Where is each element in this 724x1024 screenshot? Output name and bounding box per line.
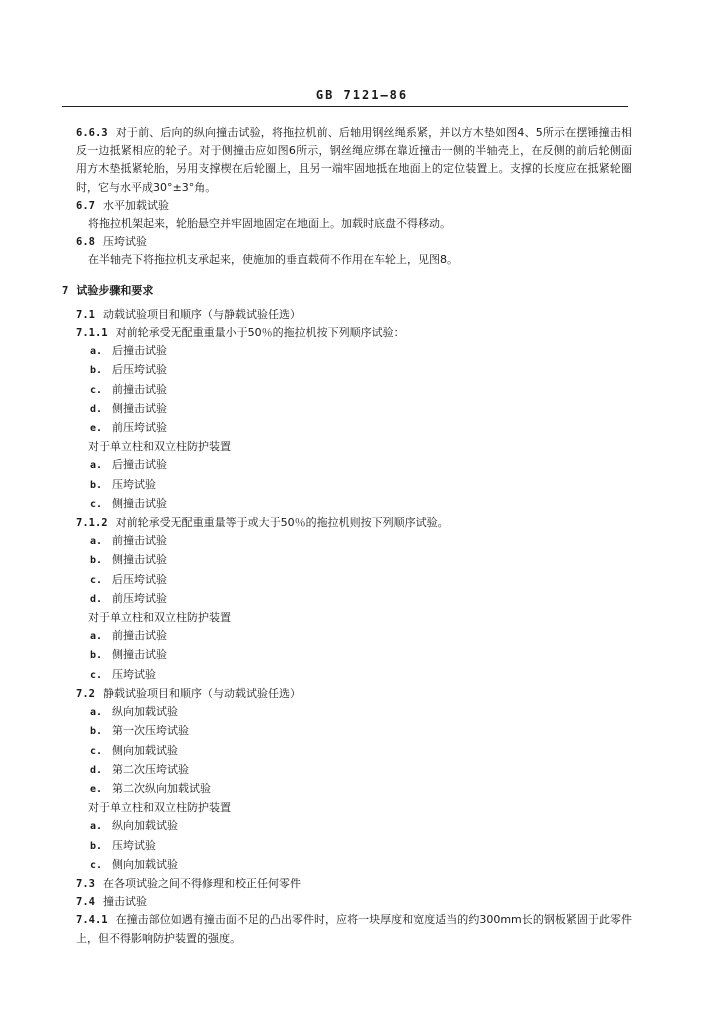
list-label: b. (90, 650, 103, 662)
list-item (62, 361, 632, 380)
list-text: 侧撞击试验 (112, 553, 167, 567)
list-label: e. (90, 783, 103, 795)
list-item (62, 456, 632, 475)
list-item (62, 837, 632, 856)
list-label: b. (90, 726, 103, 738)
list-text: 侧撞击试验 (112, 648, 167, 662)
list-text: 压垮试验 (112, 838, 156, 852)
clause-7-3 (62, 875, 632, 893)
list-text: 侧撞击试验 (112, 496, 167, 510)
clause-6-7 (62, 197, 632, 215)
list-label: b. (90, 555, 103, 567)
clause-text: 在撞击部位如遇有撞击面不足的凸出零件时，应将一块厚度和宽度适当的约300mm长的钢板紧固于此零件上，但不得影响防护装置的强度。 (76, 913, 632, 945)
list-text: 前撞击试验 (112, 382, 167, 396)
clause-number: 7.1.2 (76, 517, 108, 530)
list-label: a. (90, 536, 103, 548)
clause-7-4-1 (62, 911, 632, 947)
list-item (62, 666, 632, 685)
list-item (62, 817, 632, 836)
list-text: 前撞击试验 (112, 534, 167, 548)
clause-6-8 (62, 233, 632, 251)
list-item (62, 856, 632, 875)
section-title: 试验步骤和要求 (76, 283, 154, 297)
list-label: c. (90, 384, 103, 396)
sub-heading: 对于单立柱和双立柱防护装置 (88, 801, 231, 815)
list-item (62, 742, 632, 761)
list-text: 后压垮试验 (112, 572, 167, 586)
list-text: 第一次压垮试验 (112, 724, 189, 738)
list-label: d. (90, 403, 103, 415)
clause-6-7-text: 将拖拉机架起来，轮胎悬空并牢固地固定在地面上。加载时底盘不得移动。 (88, 217, 451, 231)
clause-number: 7.1 (76, 308, 95, 321)
list-text: 纵向加载试验 (112, 705, 178, 719)
list-item (62, 780, 632, 799)
list-text: 纵向加载试验 (112, 819, 178, 833)
list-label: b. (90, 479, 103, 491)
list-item (62, 495, 632, 514)
section-7 (62, 282, 632, 300)
clause-7-4 (62, 893, 632, 911)
list-item (62, 532, 632, 551)
list-label: b. (90, 365, 103, 377)
clause-6-8-text: 在半轴壳下将拖拉机支承起来，使施加的垂直载荷不作用在车轮上，见图8。 (88, 253, 458, 267)
list-label: a. (90, 707, 103, 719)
document-body (62, 124, 632, 948)
clause-number: 7.2 (76, 687, 95, 700)
list-item (62, 627, 632, 646)
list-label: d. (90, 593, 103, 605)
list-text: 压垮试验 (112, 477, 156, 491)
clause-number: 7.4.1 (76, 914, 108, 927)
clause-7-1-2 (62, 514, 632, 532)
list-item (62, 381, 632, 400)
page-header: GB 7121—86 (315, 88, 409, 102)
list-item (62, 400, 632, 419)
list-text: 侧撞击试验 (112, 401, 167, 415)
clause-text: 对前轮承受无配重重量小于50％的拖拉机按下列顺序试验： (115, 326, 405, 340)
sub-heading: 对于单立柱和双立柱防护装置 (88, 440, 231, 454)
list-label: a. (90, 346, 103, 358)
list-text: 侧向加载试验 (112, 857, 178, 871)
clause-7-1-1 (62, 324, 632, 342)
section-number: 7 (62, 284, 69, 297)
list-text: 前撞击试验 (112, 629, 167, 643)
clause-title: 压垮试验 (102, 235, 147, 249)
list-text: 后压垮试验 (112, 363, 167, 377)
clause-title: 在各项试验之间不得修理和校正任何零件 (102, 876, 301, 890)
list-text: 后撞击试验 (112, 458, 167, 472)
clause-number: 6.8 (76, 236, 95, 249)
list-7-1-1-sub (62, 456, 632, 514)
list-label: a. (90, 821, 103, 833)
list-item (62, 571, 632, 590)
list-7-2 (62, 703, 632, 799)
list-text: 第二次纵向加载试验 (112, 781, 211, 795)
clause-title: 水平加载试验 (102, 198, 169, 212)
list-item (62, 761, 632, 780)
list-item (62, 590, 632, 609)
list-label: c. (90, 745, 103, 757)
sub-heading: 对于单立柱和双立柱防护装置 (88, 611, 231, 625)
list-label: c. (90, 498, 103, 510)
list-item (62, 551, 632, 570)
clause-number: 7.3 (76, 877, 95, 890)
list-7-2-sub (62, 817, 632, 875)
list-text: 侧向加载试验 (112, 743, 178, 757)
list-item (62, 476, 632, 495)
clause-number: 7.4 (76, 896, 95, 909)
list-label: d. (90, 764, 103, 776)
list-text: 前压垮试验 (112, 421, 167, 435)
clause-number: 6.7 (76, 199, 95, 212)
clause-7-1 (62, 306, 632, 324)
list-item (62, 342, 632, 361)
list-label: a. (90, 631, 103, 643)
list-text: 压垮试验 (112, 667, 156, 681)
clause-number: 7.1.1 (76, 327, 108, 340)
list-item (62, 419, 632, 438)
clause-title: 动载试验项目和顺序（与静载试验任选） (102, 307, 301, 321)
clause-6-6-3 (62, 124, 632, 197)
list-label: c. (90, 859, 103, 871)
list-item (62, 646, 632, 665)
list-text: 前压垮试验 (112, 591, 167, 605)
list-label: b. (90, 840, 103, 852)
list-7-1-1 (62, 342, 632, 438)
list-text: 第二次压垮试验 (112, 762, 189, 776)
list-item (62, 722, 632, 741)
list-7-1-2 (62, 532, 632, 609)
list-label: c. (90, 669, 103, 681)
clause-text: 对前轮承受无配重重量等于或大于50％的拖拉机则按下列顺序试验。 (115, 516, 449, 530)
list-7-1-2-sub (62, 627, 632, 685)
clause-7-2 (62, 685, 632, 703)
clause-text: 对于前、后向的纵向撞击试验，将拖拉机前、后轴用钢丝绳系紧，并以方木垫如图4、5所示在摆锤撞击相反一边抵紧相应的轮子。对于侧撞击应如图6所示，钢丝绳应绑在靠近撞击一侧的半轴壳上，在反侧的前后轮侧面用方木垫抵紧轮胎，另用支撑楔在后轮圈上，且另一端牢固地抵在地面上的定位装置上。支撑的长度应在抵紧轮圈时，它与水平成30°±3°角。 (76, 126, 632, 194)
list-label: c. (90, 574, 103, 586)
list-label: e. (90, 423, 103, 435)
clause-number: 6.6.3 (76, 127, 108, 139)
list-text: 后撞击试验 (112, 344, 167, 358)
list-item (62, 703, 632, 722)
header-rule (62, 106, 628, 107)
list-label: a. (90, 460, 103, 472)
clause-title: 静载试验项目和顺序（与动载试验任选） (102, 686, 301, 700)
clause-title: 撞击试验 (102, 895, 147, 909)
